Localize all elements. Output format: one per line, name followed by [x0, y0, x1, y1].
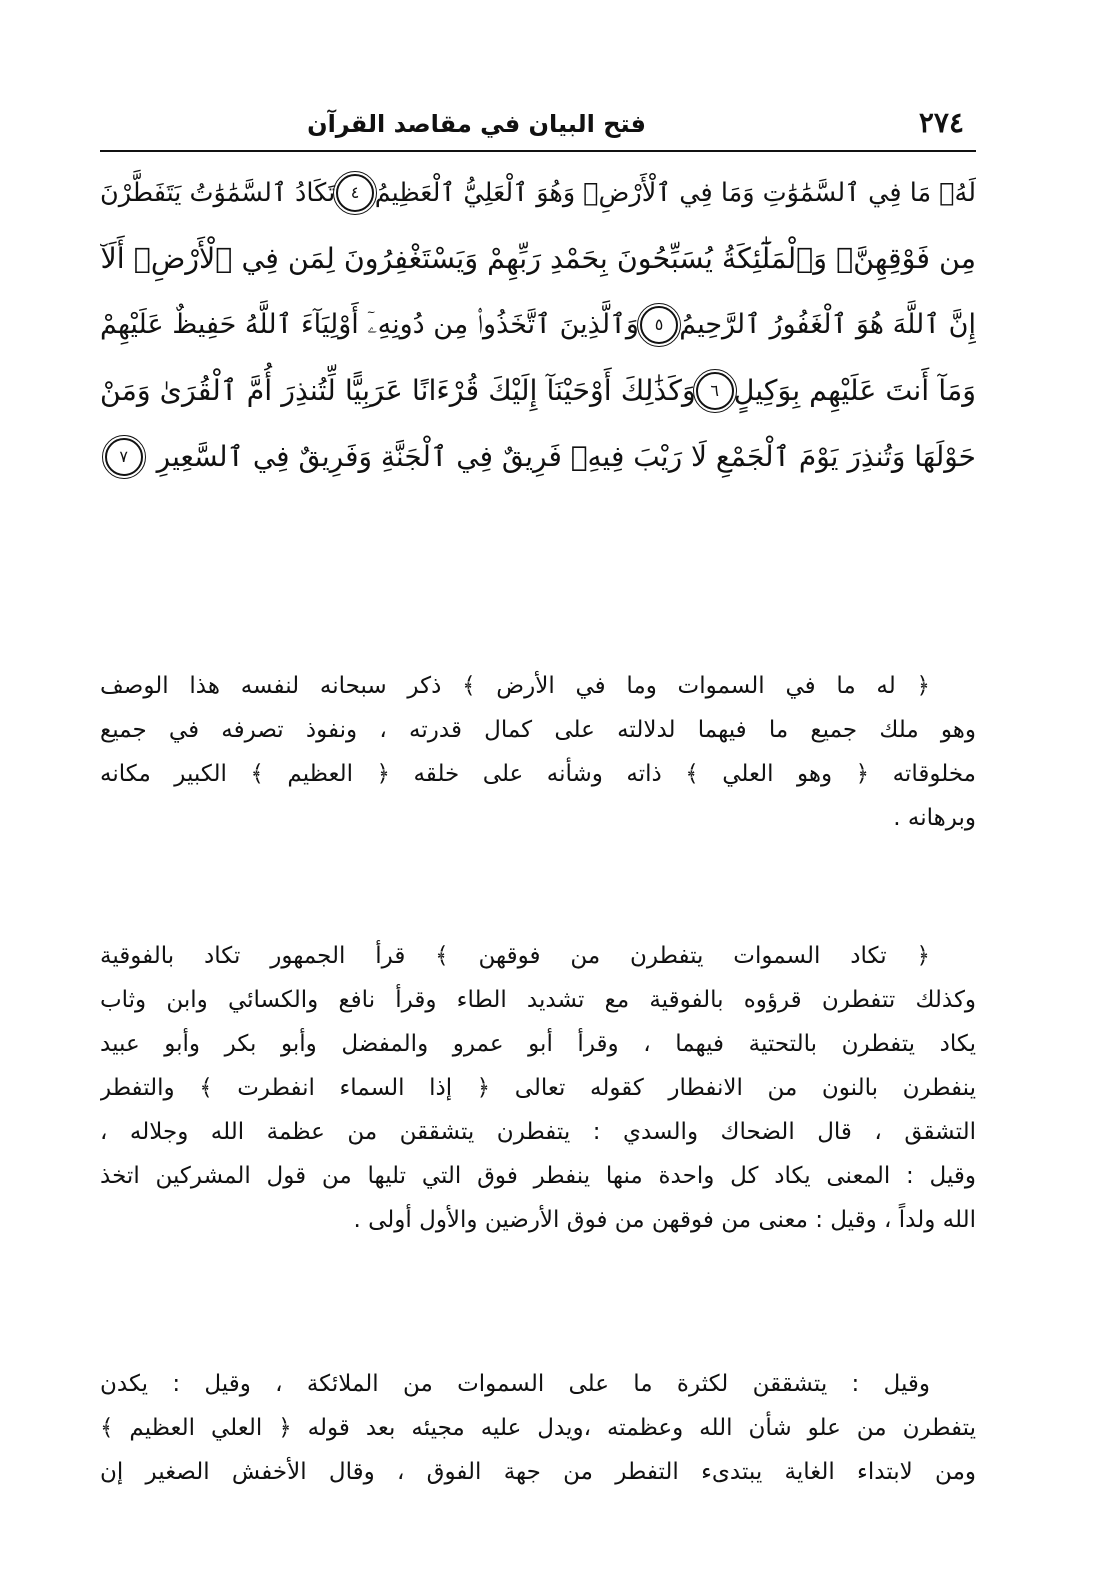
paragraph-line: مخلوقاته ﴿ وهو العلي ﴾ ذاته وشأنه على خلقه ﴿ العظيم ﴾ الكبير مكانه: [100, 761, 976, 787]
paragraph-line: يتفطرن من علو شأن الله وعظمته ،ويدل عليه مجيئه بعد قوله ﴿ العلي العظيم ﴾: [100, 1415, 976, 1441]
paragraph-line: ومن لابتداء الغاية يبتدىء التفطر من جهة الفوق ، وقال الأخفش الصغير إن: [100, 1459, 976, 1485]
verse-text: مِن فَوْقِهِنَّۚ وَٱلْمَلَٰٓئِكَةُ يُسَبِّحُونَ بِحَمْدِ رَبِّهِمْ وَيَسْتَغْفِرُونَ لِمَن فِي ٱلْأَرْضِۗ أَلَآ: [100, 242, 976, 275]
ayah-number-marker: ٤: [336, 174, 374, 212]
paragraph-line: يكاد يتفطرن بالتحتية فيهما ، وقرأ أبو عمرو والمفضل وأبو بكر وأبو عبيد: [100, 1031, 976, 1057]
verse-text: وَمَآ أَنتَ عَلَيْهِم بِوَكِيلٍ: [733, 374, 976, 407]
page-number: ٢٧٤: [918, 106, 964, 139]
paragraph-line: الله ولداً ، وقيل : معنى من فوقهن من فوق الأرضين والأول أولى .: [353, 1207, 976, 1233]
paragraph-line: ﴿ له ما في السموات وما في الأرض ﴾ ذكر سبحانه لنفسه هذا الوصف: [100, 673, 930, 699]
paragraph-line: ينفطرن بالنون من الانفطار كقوله تعالى ﴿ إذا السماء انفطرت ﴾ والتفطر: [100, 1075, 976, 1101]
paragraph-line: وقيل : يتشققن لكثرة ما على السموات من الملائكة ، وقيل : يكدن: [100, 1371, 930, 1397]
verse-text: لَهُۥ مَا فِي ٱلسَّمَٰوَٰتِ وَمَا فِي ٱلْأَرْضِۖ وَهُوَ ٱلْعَلِيُّ ٱلْعَظِيمُ: [374, 178, 976, 208]
verse-line: [100, 358, 976, 424]
ayah-number-marker: ٦: [696, 372, 734, 410]
paragraph-line: وهو ملك جميع ما فيهما لدلالته على كمال قدرته ، ونفوذ تصرفه في جميع: [100, 717, 976, 743]
quran-verses: [100, 160, 976, 490]
verse-line: [100, 160, 976, 226]
commentary-paragraph: [100, 1362, 976, 1494]
paragraph-line: وبرهانه .: [893, 805, 976, 831]
verse-text: وَٱلَّذِينَ ٱتَّخَذُوا۟ مِن دُونِهِۦٓ أَوْلِيَآءَ ٱللَّهُ حَفِيظٌ عَلَيْهِمْ: [100, 309, 639, 340]
verse-text: تَكَادُ ٱلسَّمَٰوَٰتُ يَتَفَطَّرْنَ: [100, 178, 336, 208]
paragraph-line: وقيل : المعنى يكاد كل واحدة منها ينفطر فوق التي تليها من قول المشركين اتخذ: [100, 1163, 976, 1189]
commentary-paragraph: [100, 934, 976, 1242]
header-divider: [100, 150, 976, 152]
paragraph-line: التشقق ، قال الضحاك والسدي : يتفطرن يتشققن من عظمة الله وجلاله ،: [100, 1119, 976, 1145]
page-header: [100, 102, 976, 148]
ayah-number-marker: ٥: [640, 306, 678, 344]
verse-text: حَوْلَهَا وَتُنذِرَ يَوْمَ ٱلْجَمْعِ لَا رَيْبَ فِيهِۚ فَرِيقٌ فِي ٱلْجَنَّةِ وَفَرِيقٌ فِي ٱلسَّعِيرِ: [156, 440, 976, 473]
verse-text: إِنَّ ٱللَّهَ هُوَ ٱلْغَفُورُ ٱلرَّحِيمُ: [679, 309, 976, 340]
verse-line: [100, 226, 976, 292]
commentary-paragraph: [100, 664, 976, 840]
verse-line: [100, 424, 976, 490]
verse-text: وَكَذَٰلِكَ أَوْحَيْنَآ إِلَيْكَ قُرْءَانًا عَرَبِيًّا لِّتُنذِرَ أُمَّ ٱلْقُرَىٰ وَمَنْ: [100, 374, 696, 407]
paragraph-line: وكذلك تتفطرن قرؤوه بالفوقية مع تشديد الطاء وقرأ نافع والكسائي وابن وثاب: [100, 987, 976, 1013]
running-title: فتح البيان في مقاصد القرآن: [307, 110, 646, 138]
verse-line: [100, 292, 976, 358]
paragraph-line: ﴿ تكاد السموات يتفطرن من فوقهن ﴾ قرأ الجمهور تكاد بالفوقية: [100, 943, 930, 969]
ayah-number-marker: ٧: [105, 438, 143, 476]
